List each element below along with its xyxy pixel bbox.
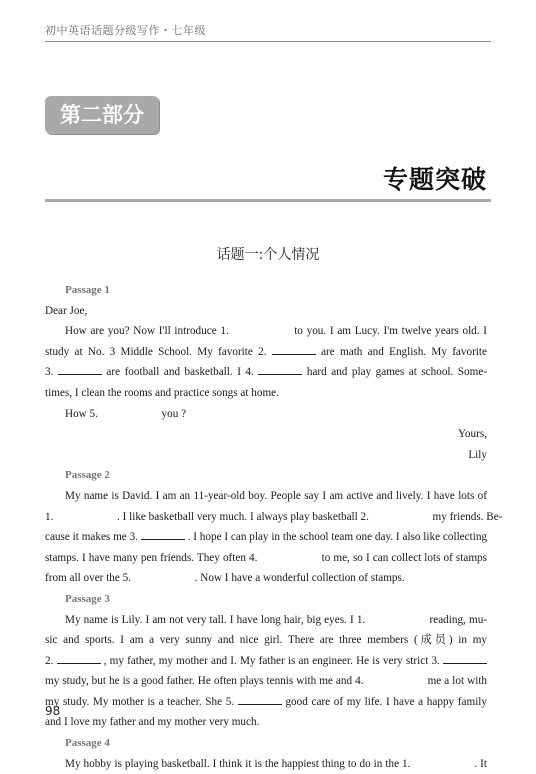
text-run: my study, but he is a good father. He often plays tennis with me and 4. <box>45 675 364 688</box>
text-run: stamps. I have many pen friends. They often 4. <box>45 551 258 564</box>
passage-3-line-2: sic and sports. I am a very sunny and nice girl. There are three members (成员) in my <box>45 634 487 647</box>
blank-5 <box>238 693 282 705</box>
text-run: How are you? Now I'll introduce 1. <box>65 325 229 338</box>
text-run: 3. <box>45 366 54 379</box>
passage-2-line-3 <box>45 527 487 548</box>
text-run: from all over the 5. <box>45 572 132 585</box>
passages-body <box>45 280 503 774</box>
passage-1-label: Passage 1 <box>65 284 110 296</box>
text-run: my friends. Be- <box>432 510 503 523</box>
passage-2-line-4 <box>45 548 487 569</box>
text-run: are math and English. My favorite <box>321 345 487 358</box>
text-run: you ? <box>161 407 187 420</box>
section-title: 专题突破 <box>382 165 487 194</box>
passage-2-line-1: My name is David. I am an 11-year-old boy. People say I am active and lively. I have lots of <box>65 489 487 502</box>
text-run: 2. <box>45 654 54 667</box>
passage-2-label: Passage 2 <box>65 469 110 482</box>
passage-3-line-1 <box>45 610 487 631</box>
text-run: my study. My mother is a teacher. She 5. <box>45 695 235 708</box>
text-run: , my father, my mother and I. My father is an engineer. He is very strict 3. <box>103 654 440 667</box>
passage-1-line-3 <box>45 362 487 383</box>
text-run: are football and basketball. I 4. <box>106 366 254 379</box>
passage-3-line-6: and I love my father and my mother very much. <box>45 716 260 729</box>
passage-2-line-2 <box>45 507 503 528</box>
passage-1-line-5 <box>45 404 487 425</box>
text-run: My hobby is playing basketball. I think it is the happiest thing to do in the 1. <box>65 757 411 770</box>
passage-3-line-3 <box>45 651 487 672</box>
passage-3-label: Passage 3 <box>65 592 110 605</box>
text-run: to you. I am Lucy. I'm twelve years old. I <box>294 325 488 338</box>
text-run: reading, mu- <box>429 613 488 626</box>
blank-3 <box>58 363 102 375</box>
text-run: 1. <box>45 510 54 523</box>
text-run: My name is Lily. I am not very tall. I have long hair, big eyes. I 1. <box>65 613 366 626</box>
section-divider <box>45 199 491 202</box>
part-label: 第二部分 <box>45 96 159 134</box>
text-run: . Now I have a wonderful collection of stamps. <box>194 572 405 585</box>
text-run: . I like basketball very much. I always play basketball 2. <box>116 510 369 523</box>
text-run: me a lot with <box>427 675 488 688</box>
text-run: How 5. <box>65 407 98 420</box>
running-header: 初中英语话题分级写作・七年级 <box>45 24 206 37</box>
passage-2-line-5 <box>45 568 487 589</box>
text-run: good care of my life. I have a happy family <box>285 695 487 708</box>
blank-2 <box>57 652 101 664</box>
page-number: 98 <box>45 704 61 718</box>
passage-1-salutation: Dear Joe, <box>45 304 88 317</box>
blank-2 <box>272 343 316 355</box>
passage-4-line-1 <box>45 754 487 774</box>
blank-3 <box>141 528 185 540</box>
passage-4-label: Passage 4 <box>65 737 110 750</box>
text-run: hard and play games at school. Some- <box>306 366 488 379</box>
blank-3 <box>443 652 487 664</box>
text-run: to me, so I can collect lots of stamps <box>321 551 488 564</box>
passage-1-closing: Yours, <box>457 428 487 441</box>
text-run: study at No. 3 Middle School. My favorite 2. <box>45 345 267 358</box>
text-run: . It <box>474 757 487 770</box>
blank-4 <box>258 363 302 375</box>
passage-1-line-4: times, I clean the rooms and practice songs at home. <box>45 386 279 399</box>
text-run: . I hope I can play in the school team one day. I also like collecting <box>187 531 488 544</box>
text-run: cause it makes me 3. <box>45 531 138 544</box>
passage-3-line-5 <box>45 692 487 713</box>
header-divider <box>45 41 491 42</box>
passage-1-line-1 <box>45 321 487 342</box>
passage-3-line-4 <box>45 671 487 692</box>
passage-1-signature: Lily <box>468 448 487 461</box>
topic-title: 话题一:个人情况 <box>216 247 320 263</box>
passage-1-line-2 <box>45 342 487 363</box>
